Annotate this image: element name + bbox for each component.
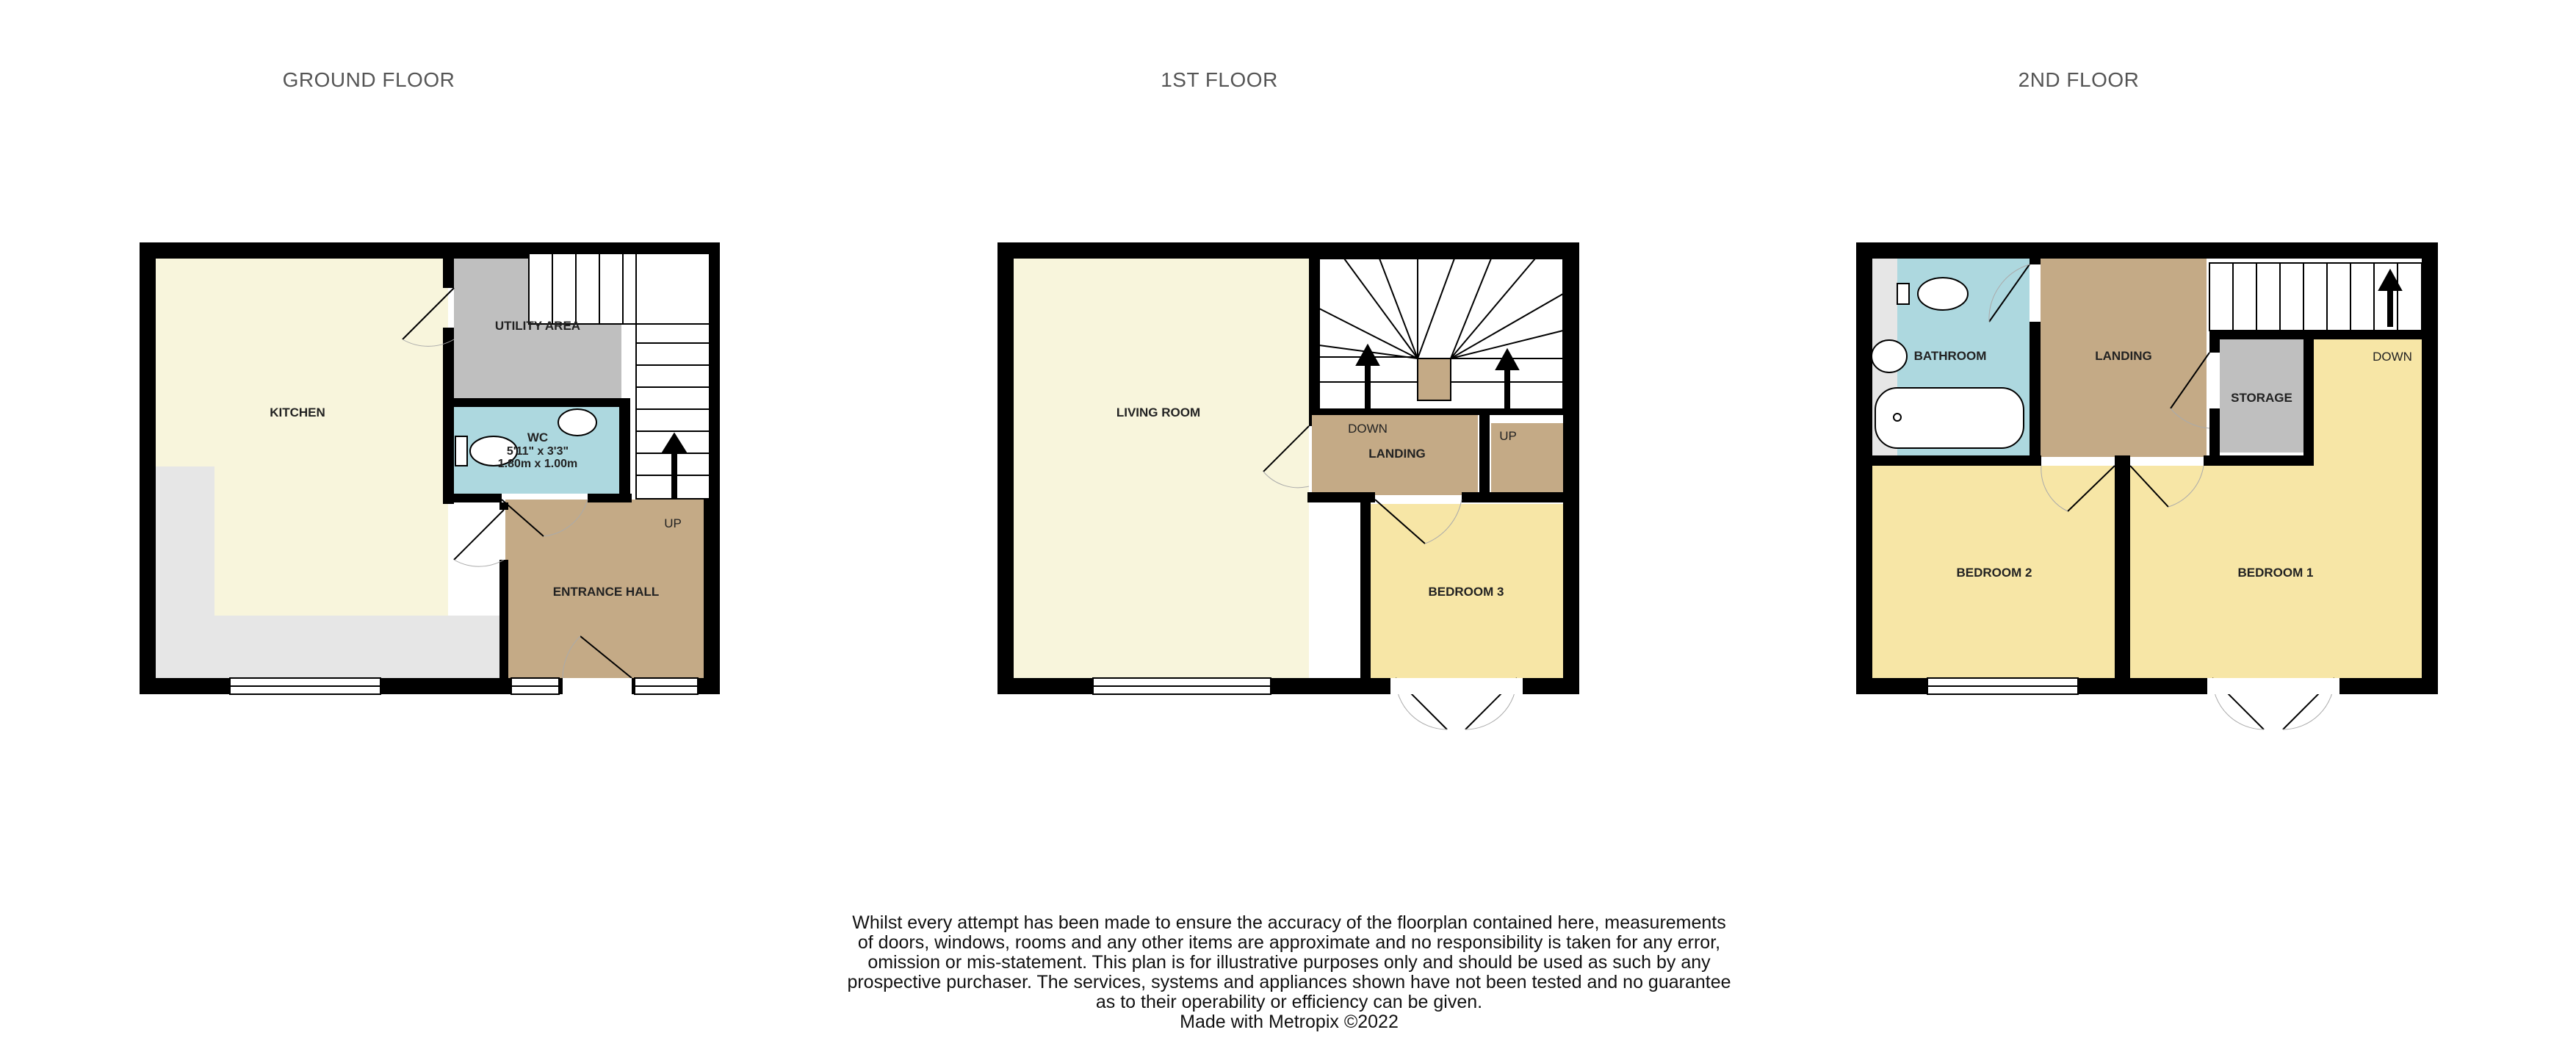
bedroom2-label: BEDROOM 2 — [1956, 566, 2032, 580]
first-wall — [1309, 409, 1563, 415]
bedroom1-french-doors — [2207, 678, 2339, 694]
ground-wall — [443, 328, 454, 504]
basin-icon — [1872, 340, 1907, 372]
wc-dimension-imperial: 5'11" x 3'3" — [506, 445, 569, 458]
wc-dimension-metric: 1.80m x 1.00m — [497, 458, 578, 470]
first-stairs-down-label: DOWN — [1348, 422, 1388, 436]
kitchen-label: KITCHEN — [270, 406, 325, 419]
ground-wall — [443, 494, 502, 502]
first-stairs — [1319, 259, 1563, 409]
second-stairs-down-label: DOWN — [2373, 350, 2412, 364]
ground-floor-title: GROUND FLOOR — [282, 68, 455, 91]
bathroom-label: BATHROOM — [1913, 349, 1987, 363]
living-room-floor — [1014, 259, 1309, 678]
utility-label: UTILITY AREA — [494, 319, 581, 333]
disclaimer-line: omission or mis-statement. This plan is for illustrative purposes only and should be used as such by any — [867, 952, 1711, 973]
storage-label: STORAGE — [2231, 391, 2292, 405]
ground-floor — [140, 68, 720, 694]
disclaimer-line: prospective purchaser. The services, systems and appliances shown have not been tested and no guarantee — [847, 972, 1731, 992]
second-wall — [2204, 455, 2314, 466]
front-door-opening — [563, 678, 632, 694]
second-wall — [2209, 408, 2220, 460]
second-wall — [2115, 455, 2130, 678]
disclaimer — [830, 913, 1748, 1032]
first-landing-label: LANDING — [1368, 447, 1426, 461]
disclaimer-line: as to their operability or efficiency can be given. — [1095, 992, 1483, 1012]
ground-wall — [443, 398, 627, 407]
basin-icon — [558, 409, 596, 436]
ground-stairs-up-label: UP — [664, 516, 682, 530]
second-wall — [1872, 455, 2041, 466]
first-floor — [997, 68, 1579, 729]
second-wall — [2209, 331, 2314, 339]
first-wall — [1462, 492, 1563, 502]
toilet-icon — [1918, 278, 1968, 310]
disclaimer-line: of doors, windows, rooms and any other items are approximate and no responsibility is taken for any error, — [857, 932, 1721, 953]
credit-line: Made with Metropix ©2022 — [1180, 1012, 1399, 1032]
kitchen-worktop-front — [156, 616, 505, 678]
ground-wall — [443, 259, 454, 288]
first-wall — [1479, 415, 1490, 497]
bedroom1-label: BEDROOM 1 — [2237, 566, 2314, 580]
first-floor-title: 1ST FLOOR — [1161, 68, 1278, 91]
first-wall — [1309, 250, 1319, 415]
first-stairs-up-label: UP — [1499, 429, 1517, 443]
entrance-hall-label: ENTRANCE HALL — [552, 585, 660, 599]
second-wall — [2030, 322, 2041, 466]
ground-wall — [619, 398, 630, 501]
second-wall — [2303, 331, 2314, 463]
second-wall — [2314, 331, 2422, 339]
bedroom3-label: BEDROOM 3 — [1428, 585, 1504, 599]
first-wall — [1309, 415, 1312, 426]
living-room-label: LIVING ROOM — [1116, 406, 1201, 419]
ground-wall — [499, 560, 508, 678]
second-floor-title: 2ND FLOOR — [2018, 68, 2140, 91]
second-wall — [2030, 250, 2041, 264]
wc-label: WC — [527, 430, 549, 444]
disclaimer-line: Whilst every attempt has been made to ensure the accuracy of the floorplan contained here, measurements — [852, 912, 1726, 933]
second-landing-label: LANDING — [2095, 349, 2152, 363]
bedroom3-french-doors — [1390, 678, 1523, 694]
second-floor — [1856, 68, 2438, 729]
first-wall — [1360, 492, 1371, 678]
